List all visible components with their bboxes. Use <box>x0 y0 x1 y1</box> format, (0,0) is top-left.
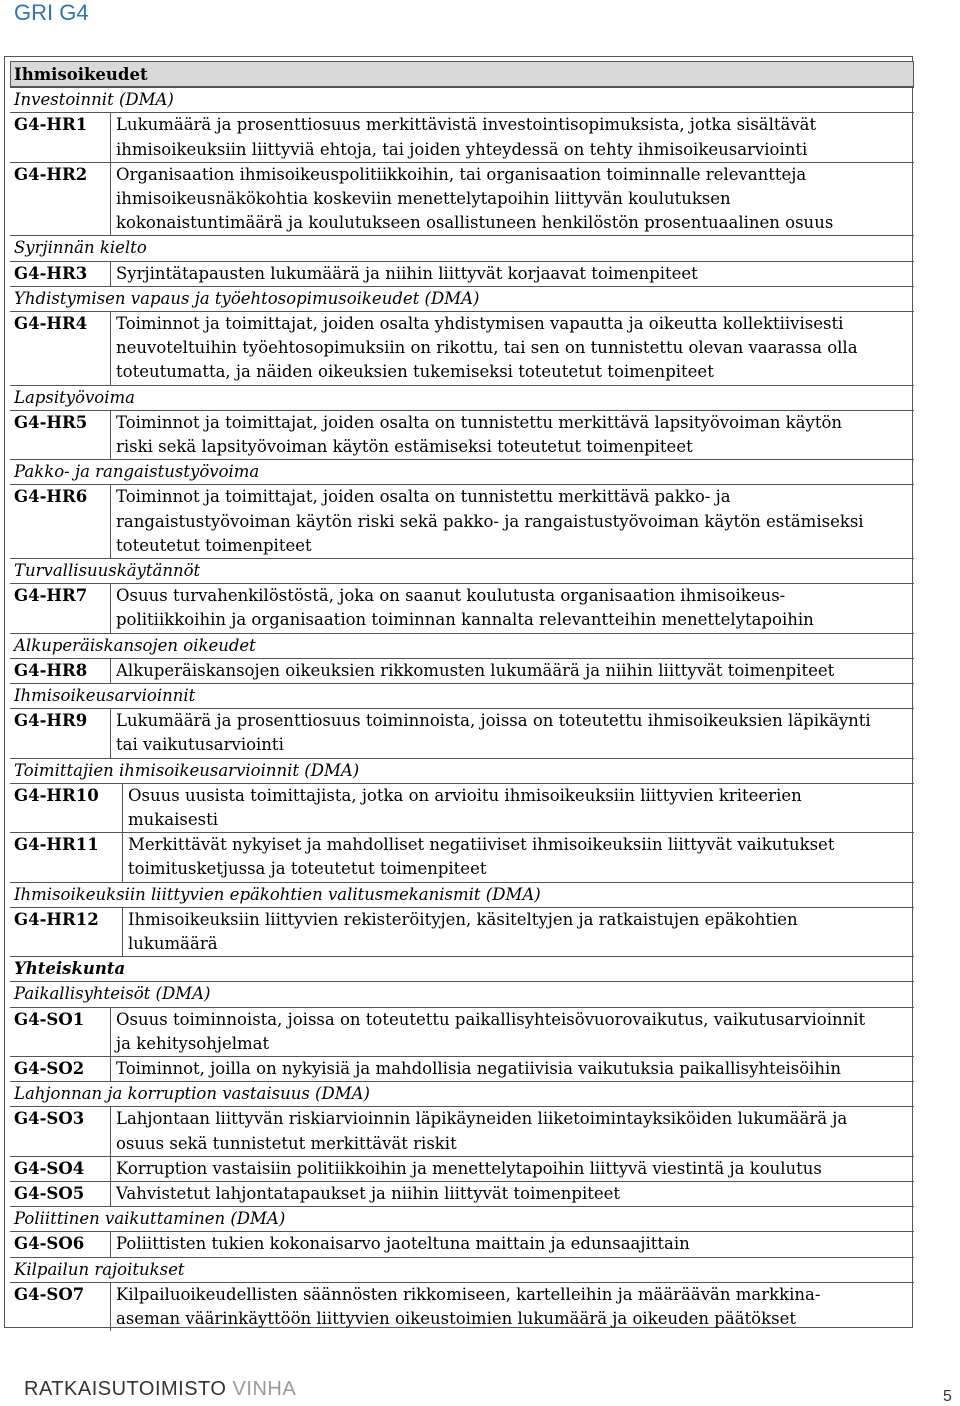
indicator-description: mukaisesti <box>128 810 218 829</box>
row-divider <box>10 385 914 386</box>
indicator-description: tai vaikutusarviointi <box>116 735 284 755</box>
indicator-code: G4-SO6 <box>14 1234 85 1254</box>
indicator-code: G4-HR11 <box>14 835 99 855</box>
indicator-description: Kilpailuoikeudellisten säännösten rikkomiseen, kartelleihin ja määräävän markkina- <box>116 1284 821 1304</box>
category-heading: Turvallisuuskäytännöt <box>14 561 201 580</box>
indicator-description: Poliittisten tukien kokonaisarvo jaoteltuna maittain ja edunsaajittain <box>116 1234 690 1254</box>
column-divider <box>110 311 111 385</box>
indicator-code: G4-HR7 <box>14 586 88 606</box>
indicator-code: G4-HR12 <box>14 909 99 929</box>
column-divider <box>110 112 111 161</box>
category-heading: Lahjonnan ja korruption vastaisuus (DMA) <box>14 1084 370 1104</box>
indicator-code: G4-HR9 <box>14 711 88 731</box>
indicator-description: neuvoteltuihin työehtosopimuksiin on rikottu, tai sen on tunnistettu olevan vaarassa olla <box>116 338 858 358</box>
indicator-description: Lukumäärä ja prosenttiosuus merkittävistä investointisopimuksista, jotka sisältävät <box>116 115 817 135</box>
column-divider <box>110 1007 111 1056</box>
column-divider <box>110 583 111 632</box>
category-heading: Paikallisyhteisöt (DMA) <box>14 984 211 1004</box>
indicator-description: Ihmisoikeuksiin liittyvien rekisteröityjen, käsiteltyjen ja ratkaistujen epäkohtien <box>128 909 798 929</box>
indicator-description: Organisaation ihmisoikeuspolitiikkoihin, tai organisaation toiminnalle relevantteja <box>116 164 807 184</box>
indicator-description: osuus sekä tunnistetut merkittävät riskit <box>116 1133 457 1153</box>
column-divider <box>110 484 111 558</box>
indicator-description: ja kehitysohjelmat <box>116 1033 270 1053</box>
indicator-description: Lukumäärä ja prosenttiosuus toiminnoista, joissa on toteutettu ihmisoikeuksien läpikäynti <box>116 711 871 731</box>
indicator-description: lukumäärä <box>128 934 218 953</box>
section-heading: Ihmisoikeudet <box>14 65 148 84</box>
indicator-description: Toiminnot ja toimittajat, joiden osalta on tunnistettu merkittävä pakko- ja <box>116 487 731 507</box>
indicator-description: Toiminnot, joilla on nykyisiä ja mahdollisia negatiivisia vaikutuksia paikallisyhteisöihin <box>116 1059 841 1078</box>
indicator-description: Toiminnot ja toimittajat, joiden osalta yhdistymisen vapautta ja oikeutta kollektiivisesti <box>116 314 844 333</box>
indicator-description: kokonaistuntimäärä ja koulutukseen osallistuneen henkilöstön prosentuaalinen osuus <box>116 213 834 233</box>
column-divider <box>110 1282 111 1331</box>
column-divider <box>110 658 111 683</box>
column-divider <box>122 832 123 881</box>
indicator-description: toteutumatta, ja näiden oikeuksien tukemiseksi toteutetut toimenpiteet <box>116 362 714 382</box>
indicator-description: Syrjintätapausten lukumäärä ja niihin liittyvät korjaavat toimenpiteet <box>116 263 698 283</box>
indicator-code: G4-SO2 <box>14 1059 85 1078</box>
indicator-description: aseman väärinkäyttöön liittyvien oikeustoimien lukumäärä ja oikeuden päätökset <box>116 1309 796 1328</box>
section-heading: Yhteiskunta <box>14 959 126 979</box>
column-divider <box>110 1056 111 1081</box>
column-divider <box>110 1181 111 1206</box>
indicator-description: Osuus toiminnoista, joissa on toteutettu paikallisyhteisövuorovaikutus, vaikutusarvioinnit <box>116 1009 866 1029</box>
category-heading: Pakko- ja rangaistustyövoima <box>14 462 260 482</box>
column-divider <box>110 708 111 757</box>
indicator-description: rangaistustyövoiman käytön riski sekä pakko- ja rangaistustyövoiman käytön estämiseksi <box>116 511 864 531</box>
row-divider <box>10 956 914 957</box>
category-heading: Yhdistymisen vapaus ja työehtosopimusoikeudet (DMA) <box>14 288 480 308</box>
category-heading: Syrjinnän kielto <box>14 238 147 258</box>
indicator-code: G4-HR8 <box>14 660 88 680</box>
category-heading: Lapsityövoima <box>14 387 136 407</box>
indicator-description: Lahjontaan liittyvän riskiarvioinnin läpikäyneiden liiketoimintayksiköiden lukumäärä ja <box>116 1109 848 1129</box>
indicator-code: G4-HR2 <box>14 164 88 184</box>
column-divider <box>122 783 123 832</box>
indicator-description: Toiminnot ja toimittajat, joiden osalta on tunnistettu merkittävä lapsityövoiman käytön <box>116 412 843 432</box>
column-divider <box>110 162 111 236</box>
page-number: 5 <box>943 1388 952 1405</box>
indicator-code: G4-SO7 <box>14 1284 85 1304</box>
category-heading: Poliittinen vaikuttaminen (DMA) <box>14 1209 286 1229</box>
indicator-description: Vahvistetut lahjontatapaukset ja niihin liittyvät toimenpiteet <box>116 1184 621 1203</box>
indicator-description: riski sekä lapsityövoiman käytön estämiseksi toteutetut toimenpiteet <box>116 437 693 456</box>
indicator-description: Osuus turvahenkilöstöstä, joka on saanut koulutusta organisaation ihmisoikeus- <box>116 586 786 606</box>
logo-text-primary: RATKAISUTOIMISTO <box>24 1378 227 1400</box>
indicator-description: ihmisoikeusnäkökohtia koskeviin menettelytapoihin liittyvän koulutuksen <box>116 189 731 208</box>
indicator-code: G4-HR5 <box>14 412 88 432</box>
category-heading: Ihmisoikeuksiin liittyvien epäkohtien valitusmekanismit (DMA) <box>14 884 541 904</box>
column-divider <box>110 261 111 286</box>
indicator-code: G4-SO3 <box>14 1109 85 1129</box>
category-heading: Ihmisoikeusarvioinnit <box>14 686 196 705</box>
column-divider <box>122 907 123 956</box>
indicator-code: G4-HR3 <box>14 263 88 283</box>
category-heading: Alkuperäiskansojen oikeudet <box>14 635 256 655</box>
category-heading: Kilpailun rajoitukset <box>14 1259 185 1279</box>
company-logo <box>24 1378 296 1401</box>
column-divider <box>110 1156 111 1181</box>
indicator-code: G4-HR1 <box>14 115 88 135</box>
indicator-code: G4-HR6 <box>14 487 88 507</box>
page-title: GRI G4 <box>14 0 89 25</box>
category-heading: Toimittajien ihmisoikeusarvioinnit (DMA) <box>14 760 360 780</box>
indicator-code: G4-HR4 <box>14 314 88 333</box>
indicator-description: Alkuperäiskansojen oikeuksien rikkomusten lukumäärä ja niihin liittyvät toimenpiteet <box>116 660 835 680</box>
indicator-description: ihmisoikeuksiin liittyviä ehtoja, tai joiden yhteydessä on tehty ihmisoikeusarviointi <box>116 139 808 159</box>
indicator-code: G4-SO5 <box>14 1184 85 1203</box>
indicator-description: politiikkoihin ja organisaation toiminnan kannalta relevantteihin menettelytapoihin <box>116 610 814 630</box>
column-divider <box>110 1231 111 1256</box>
indicator-description: Merkittävät nykyiset ja mahdolliset negatiiviset ihmisoikeuksiin liittyvät vaikutukset <box>128 835 835 855</box>
category-heading: Investoinnit (DMA) <box>14 90 174 110</box>
indicator-code: G4-SO4 <box>14 1158 85 1178</box>
indicator-code: G4-SO1 <box>14 1009 85 1029</box>
indicator-description: Osuus uusista toimittajista, jotka on arvioitu ihmisoikeuksiin liittyvien kriteerien <box>128 785 802 805</box>
indicator-description: toimitusketjussa ja toteutetut toimenpiteet <box>128 859 487 879</box>
indicator-code: G4-HR10 <box>14 785 99 805</box>
indicator-description: toteutetut toimenpiteet <box>116 535 312 555</box>
column-divider <box>110 1106 111 1155</box>
indicator-description: Korruption vastaisiin politiikkoihin ja menettelytapoihin liittyvä viestintä ja koulutus <box>116 1158 822 1178</box>
column-divider <box>110 410 111 459</box>
logo-text-secondary: VINHA <box>226 1378 297 1400</box>
